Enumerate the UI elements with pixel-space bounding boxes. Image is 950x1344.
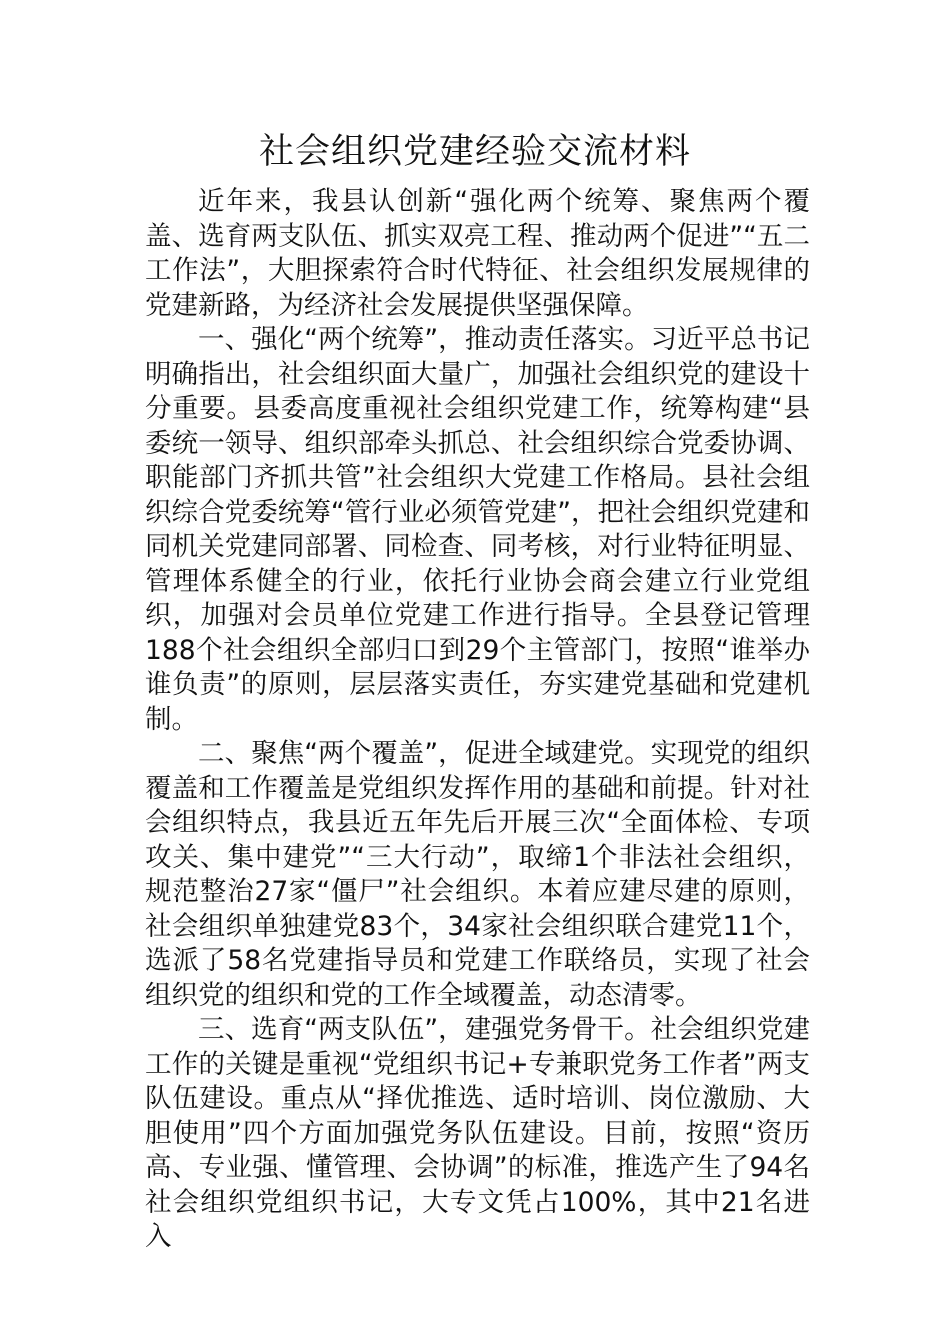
paragraph-section-2: 二、聚焦“两个覆盖”，促进全域建党。实现党的组织覆盖和工作覆盖是党组织发挥作用的基础和前提。针对社会组织特点，我县近五年先后开展三次“全面体检、专项攻关、集中建党”“三大行动”，取缔1个非法社会组织，规范整治27家“僵尸”社会组织。本着应建尽建的原则，社会组织单独建党83个，34家社会组织联合建党11个，选派了58名党建指导员和党建工作联络员，实现了社会组织党的组织和党的工作全域覆盖，动态清零。	[145, 738, 810, 1011]
paragraph-intro: 近年来，我县认创新“强化两个统筹、聚焦两个覆盖、选育两支队伍、抓实双亮工程、推动两个促进”“五二工作法”，大胆探索符合时代特征、社会组织发展规律的党建新路，为经济社会发展提供坚强保障。	[145, 186, 810, 321]
paragraph-section-1: 一、强化“两个统筹”，推动责任落实。习近平总书记明确指出，社会组织面大量广，加强社会组织党的建设十分重要。县委高度重视社会组织党建工作，统筹构建“县委统一领导、组织部牵头抓总、社会组织综合党委协调、职能部门齐抓共管”社会组织大党建工作格局。县社会组织综合党委统筹“管行业必须管党建”，把社会组织党建和同机关党建同部署、同检查、同考核，对行业特征明显、管理体系健全的行业，依托行业协会商会建立行业党组织，加强对会员单位党建工作进行指导。全县登记管理188个社会组织全部归口到29个主管部门，按照“谁举办谁负责”的原则，层层落实责任，夯实建党基础和党建机制。	[145, 324, 810, 735]
document-title: 社会组织党建经验交流材料	[258, 132, 691, 172]
paragraph-section-3: 三、选育“两支队伍”，建强党务骨干。社会组织党建工作的关键是重视“党组织书记+专兼职党务工作者”两支队伍建设。重点从“择优推选、适时培训、岗位激励、大胆使用”四个方面加强党务队伍建设。目前，按照“资历高、专业强、懂管理、会协调”的标准，推选产生了94名社会组织党组织书记，大专文凭占100%，其中21名进入	[145, 1014, 810, 1252]
document-body	[145, 185, 810, 1255]
